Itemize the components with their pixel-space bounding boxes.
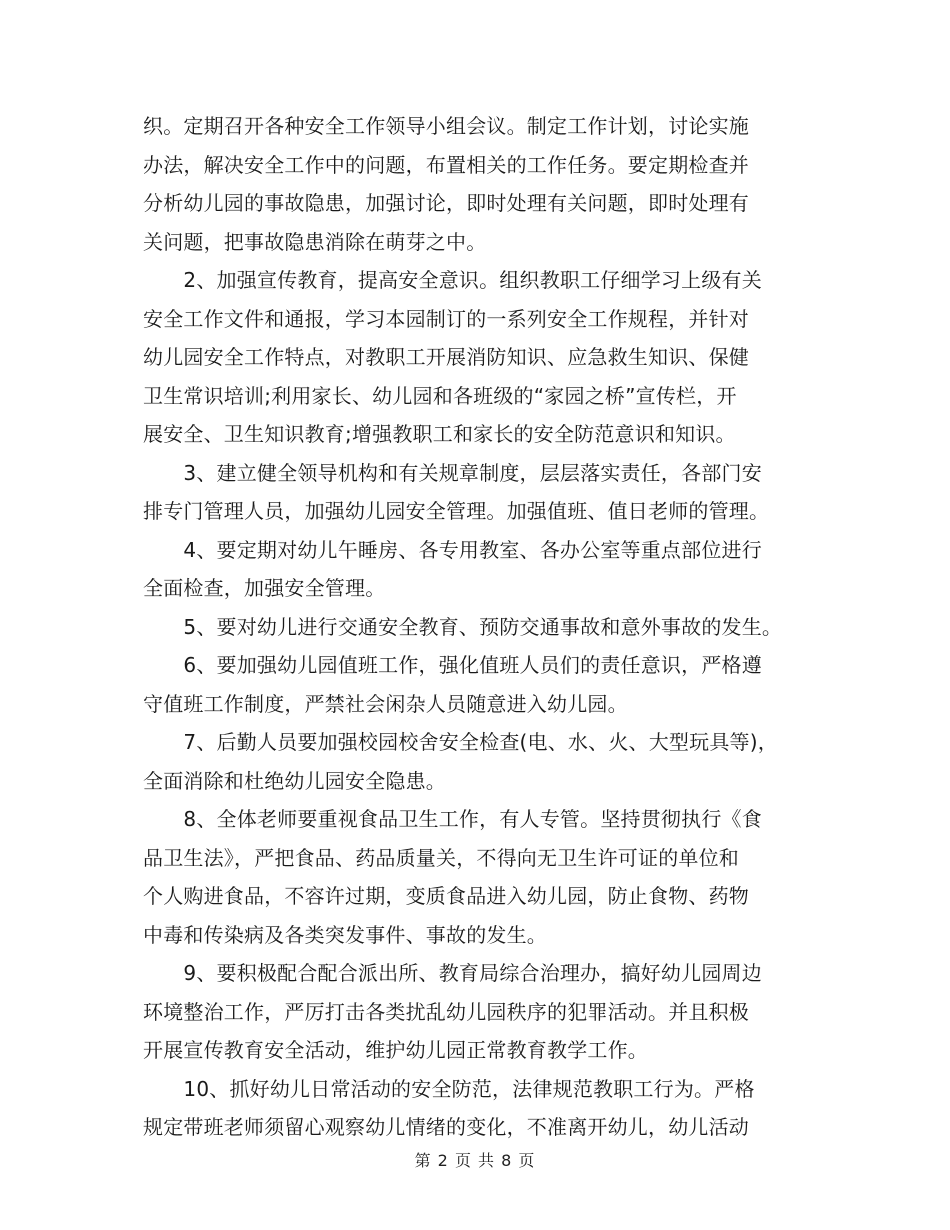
text-line: 办法，解决安全工作中的问题，布置相关的工作任务。要定期检查并 (143, 152, 749, 177)
text-line: 卫生常识培训;利用家长、幼儿园和各班级的“家园之桥”宣传栏，开 (143, 383, 737, 408)
text-line: 规定带班老师须留心观察幼儿情绪的变化，不准离开幼儿，幼儿活动 (143, 1115, 749, 1139)
text-line: 5、要对幼儿进行交通安全教育、预防交通事故和意外事故的发生。 (143, 614, 783, 639)
text-line: 守值班工作制度，严禁社会闲杂人员随意进入幼儿园。 (143, 691, 628, 716)
text-line: 中毒和传染病及各类突发事件、事故的发生。 (143, 922, 547, 947)
text-line: 环境整治工作，严厉打击各类扰乱幼儿园秩序的犯罪活动。并且积极 (143, 999, 749, 1024)
text-line: 8、全体老师要重视食品卫生工作，有人专管。坚持贯彻执行《食 (143, 807, 762, 831)
text-line: 安全工作文件和通报，学习本园制订的一系列安全工作规程，并针对 (143, 306, 749, 331)
text-line: 10、抓好幼儿日常活动的安全防范，法律规范教职工行为。严格 (143, 1076, 755, 1101)
text-line: 9、要积极配合配合派出所、教育局综合治理办，搞好幼儿园周边 (143, 961, 762, 985)
document-body (143, 107, 815, 1147)
text-line: 全面消除和杜绝幼儿园安全隐患。 (143, 768, 446, 793)
text-line: 幼儿园安全工作特点，对教职工开展消防知识、应急救生知识、保健 (143, 345, 749, 369)
text-line: 开展宣传教育安全活动，维护幼儿园正常教育教学工作。 (143, 1038, 648, 1062)
text-line: 6、要加强幼儿园值班工作，强化值班人员们的责任意识，严格遵 (143, 653, 762, 677)
text-line: 2、加强宣传教育，提高安全意识。组织教职工仔细学习上级有关 (143, 268, 762, 292)
text-line: 织。定期召开各种安全工作领导小组会议。制定工作计划，讨论实施 (143, 114, 749, 138)
text-line: 7、后勤人员要加强校园校舍安全检查(电、水、火、大型玩具等)， (143, 730, 778, 754)
text-line: 全面检查，加强安全管理。 (143, 576, 386, 600)
text-line: 3、建立健全领导机构和有关规章制度，层层落实责任，各部门安 (143, 460, 762, 485)
text-line: 分析幼儿园的事故隐患，加强讨论，即时处理有关问题，即时处理有 (143, 191, 749, 215)
page-number-footer: 第 2 页 共 8 页 (414, 1151, 536, 1170)
text-line: 关问题，把事故隐患消除在萌芽之中。 (143, 229, 487, 254)
text-line: 4、要定期对幼儿午睡房、各专用教室、各办公室等重点部位进行 (143, 537, 762, 562)
text-line: 品卫生法》，严把食品、药品质量关，不得向无卫生许可证的单位和 (143, 845, 739, 870)
text-line: 个人购进食品，不容许过期，变质食品进入幼儿园，防止食物、药物 (143, 884, 749, 908)
text-line: 展安全、卫生知识教育;增强教职工和家长的安全防范意识和知识。 (143, 422, 736, 446)
text-line: 排专门管理人员，加强幼儿园安全管理。加强值班、值日老师的管理。 (143, 499, 770, 523)
